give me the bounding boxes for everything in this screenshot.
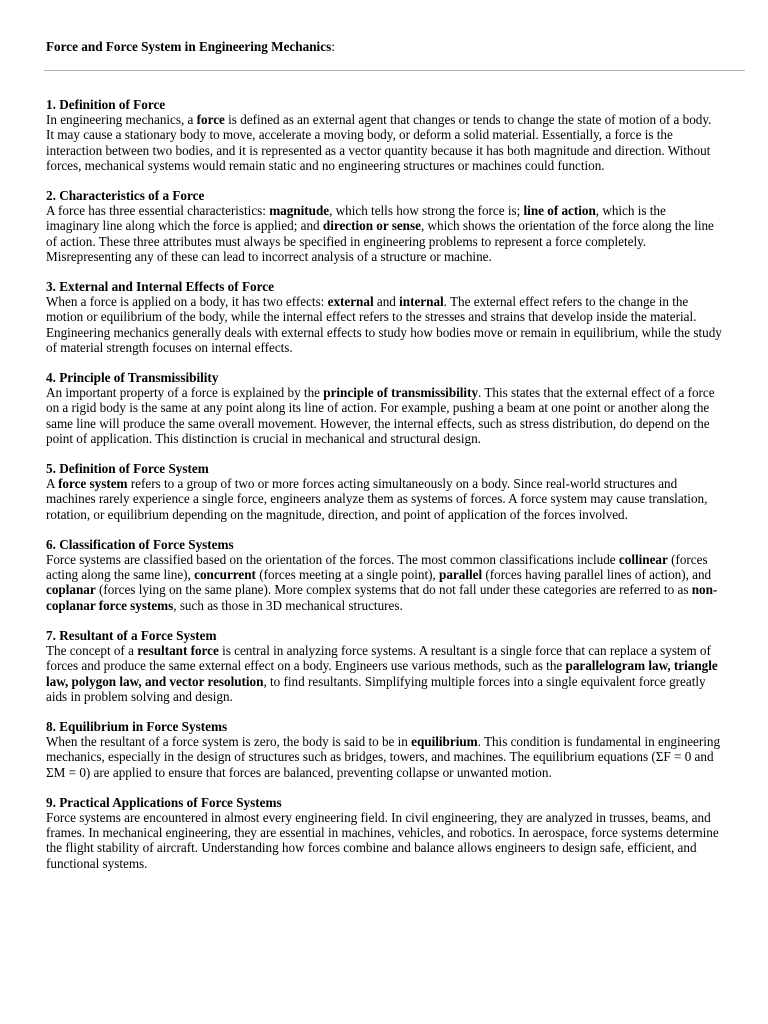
text-run: , which tells how strong the force is; xyxy=(329,203,524,219)
text-run: An important property of a force is explained by the xyxy=(46,385,324,401)
text-run: is defined as an external agent that changes or tends to change the state of motion of a body. It may cause a stationary body to move, accelerate a moving body, or deform a solid material. Essentially, a force is the interaction between two bodies, and it is represented as a vector quantity because it has both magnitude and direction. Without forces, mechanical systems would remain static and no engineering structures or machines could function. xyxy=(46,112,712,173)
section-heading: 8. Equilibrium in Force Systems xyxy=(46,718,228,734)
bold-term: parallel xyxy=(439,567,483,583)
text-run: refers to a group of two or more forces acting simultaneously on a body. Since real-world structures and machines rarely experience a single force, engineers analyze them as systems of forces. A force system may cause translation, rotation, or equilibrium depending on the magnitude, direction, and point of application of the forces involved. xyxy=(46,476,708,522)
text-run: . This condition is fundamental in engineering mechanics, especially in the design of structures such as bridges, towers, and machines. The equilibrium equations (ΣF = 0 and ΣM = 0) are applied to ensure that forces are balanced, preventing collapse or unwanted motion. xyxy=(46,734,721,780)
bold-term: magnitude xyxy=(269,203,330,219)
bold-term: parallelogram law, triangle law, polygon law, and vector resolution xyxy=(46,658,718,689)
section-body xyxy=(46,734,722,780)
section-body xyxy=(46,112,722,173)
section-body xyxy=(46,476,722,522)
text-run: and xyxy=(373,294,400,310)
bold-term: concurrent xyxy=(194,567,256,583)
text-run: , to find resultants. Simplifying multiple forces into a single equivalent force greatly aids in problem solving and design. xyxy=(46,673,706,704)
text-run: When a force is applied on a body, it has two effects: xyxy=(46,294,328,310)
section-body xyxy=(46,643,722,704)
document-section xyxy=(46,461,722,522)
section-body xyxy=(46,385,722,446)
bold-term: equilibrium xyxy=(411,734,478,750)
bold-term: force system xyxy=(58,476,128,492)
section-heading: 3. External and Internal Effects of Force xyxy=(46,279,274,295)
document-title: Force and Force System in Engineering Mechanics xyxy=(46,39,332,54)
section-heading: 5. Definition of Force System xyxy=(46,461,209,477)
section-body xyxy=(46,294,722,355)
section-body xyxy=(46,552,722,613)
document-section xyxy=(46,719,722,780)
document-section xyxy=(46,97,722,173)
text-run: , which shows the orientation of the force along the line of action. These three attributes must always be specified in engineering problems to represent a force completely. Misrepresenting any of these can lead to incorrect analysis of a structure or machine. xyxy=(46,218,714,264)
text-run: Force systems are classified based on the orientation of the forces. The most common classifications include xyxy=(46,552,619,568)
section-body xyxy=(46,203,722,264)
bold-term: force xyxy=(196,112,225,128)
bold-term: collinear xyxy=(618,552,668,568)
document-title-suffix: : xyxy=(331,39,335,54)
bold-term: external xyxy=(327,294,374,310)
document-sections xyxy=(46,97,722,871)
text-run: A xyxy=(46,476,59,492)
text-run: is central in analyzing force systems. A resultant is a single force that can replace a system of forces and produce the same external effect on a body. Engineers use various methods, such as the xyxy=(46,643,711,674)
text-run: (forces having parallel lines of action), and xyxy=(482,567,712,583)
section-heading: 7. Resultant of a Force System xyxy=(46,627,217,643)
document-section xyxy=(46,795,722,871)
bold-term: line of action xyxy=(523,203,596,219)
text-run: (forces acting along the same line), xyxy=(46,552,708,583)
bold-term: principle of transmissibility xyxy=(323,385,479,401)
bold-term: internal xyxy=(399,294,444,310)
text-run: (forces lying on the same plane). More complex systems that do not fall under these categories are referred to as xyxy=(95,582,692,598)
text-run: . This states that the external effect of a force on a rigid body is the same at any point along its line of action. For example, pushing a beam at one point or another along the same line will produce the same overall movement. However, the internal effects, such as stress distribution, do depend on the point of application. This distinction is crucial in mechanical and structural design. xyxy=(46,385,715,446)
document-section xyxy=(46,628,722,704)
bold-term: non-coplanar force systems xyxy=(46,582,718,613)
text-run: When the resultant of a force system is zero, the body is said to be in xyxy=(46,734,412,750)
text-run: , which is the imaginary line along which the force is applied; and xyxy=(46,203,666,234)
bold-term: coplanar xyxy=(46,582,96,598)
text-run: In engineering mechanics, a xyxy=(46,112,197,128)
section-heading: 2. Characteristics of a Force xyxy=(46,188,205,204)
text-run: The concept of a xyxy=(46,643,138,659)
document-section xyxy=(46,537,722,613)
text-run: . The external effect refers to the change in the motion or equilibrium of the body, while the internal effect refers to the stresses and strains that develop inside the material. Engineering mechanics generally deals with external effects to study how bodies move or remain in equilibrium, while the study of material strength focuses on internal effects. xyxy=(46,294,722,355)
bold-term: resultant force xyxy=(137,643,219,659)
text-run: (forces meeting at a single point), xyxy=(255,567,440,583)
document-section xyxy=(46,188,722,264)
section-heading: 6. Classification of Force Systems xyxy=(46,536,234,552)
document-title-line xyxy=(46,38,722,55)
section-heading: 9. Practical Applications of Force Systems xyxy=(46,794,282,810)
document-section xyxy=(46,279,722,355)
text-run: Force systems are encountered in almost every engineering field. In civil engineering, they are analyzed in trusses, beams, and frames. In mechanical engineering, they are essential in machines, vehicles, and robotics. In aerospace, force systems determine the flight stability of aircraft. Understanding how forces combine and balance allows engineers to design safe, efficient, and functional systems. xyxy=(46,809,719,871)
text-run: , such as those in 3D mechanical structures. xyxy=(173,597,403,613)
title-divider xyxy=(44,70,745,71)
section-heading: 1. Definition of Force xyxy=(46,97,166,112)
text-run: A force has three essential characteristics: xyxy=(46,203,270,219)
section-body xyxy=(46,810,722,871)
section-heading: 4. Principle of Transmissibility xyxy=(46,370,219,386)
bold-term: direction or sense xyxy=(322,218,421,234)
document-section xyxy=(46,370,722,446)
